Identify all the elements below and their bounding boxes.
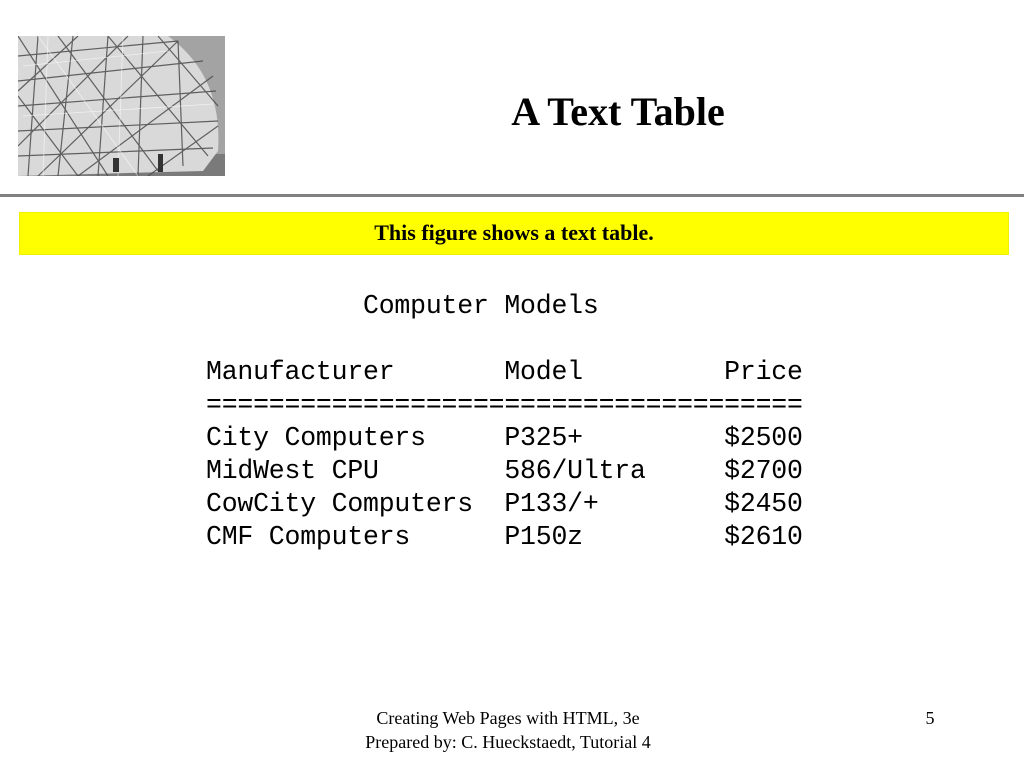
title-divider [0,194,1024,197]
text-table-row: CowCity Computers P133/+ $2450 [206,489,803,519]
telescope-dish-image [18,36,225,176]
caption-banner [19,212,1009,255]
text-table [206,290,803,554]
page-number: 5 [925,708,935,728]
text-table-header: Manufacturer Model Price [206,357,803,387]
text-table-row: CMF Computers P150z $2610 [206,522,803,552]
text-table-title: Computer Models [206,291,599,321]
caption-text: This figure shows a text table. [374,220,654,245]
footer-line-author: Prepared by: C. Hueckstaedt, Tutorial 4 [365,732,651,752]
footer-credits [300,706,716,754]
text-table-row: MidWest CPU 586/Ultra $2700 [206,456,803,486]
footer-line-course: Creating Web Pages with HTML, 3e [376,708,640,728]
slide-title: A Text Table [511,89,725,134]
text-table-row: City Computers P325+ $2500 [206,423,803,453]
text-table-separator: ====================================== [206,390,803,420]
